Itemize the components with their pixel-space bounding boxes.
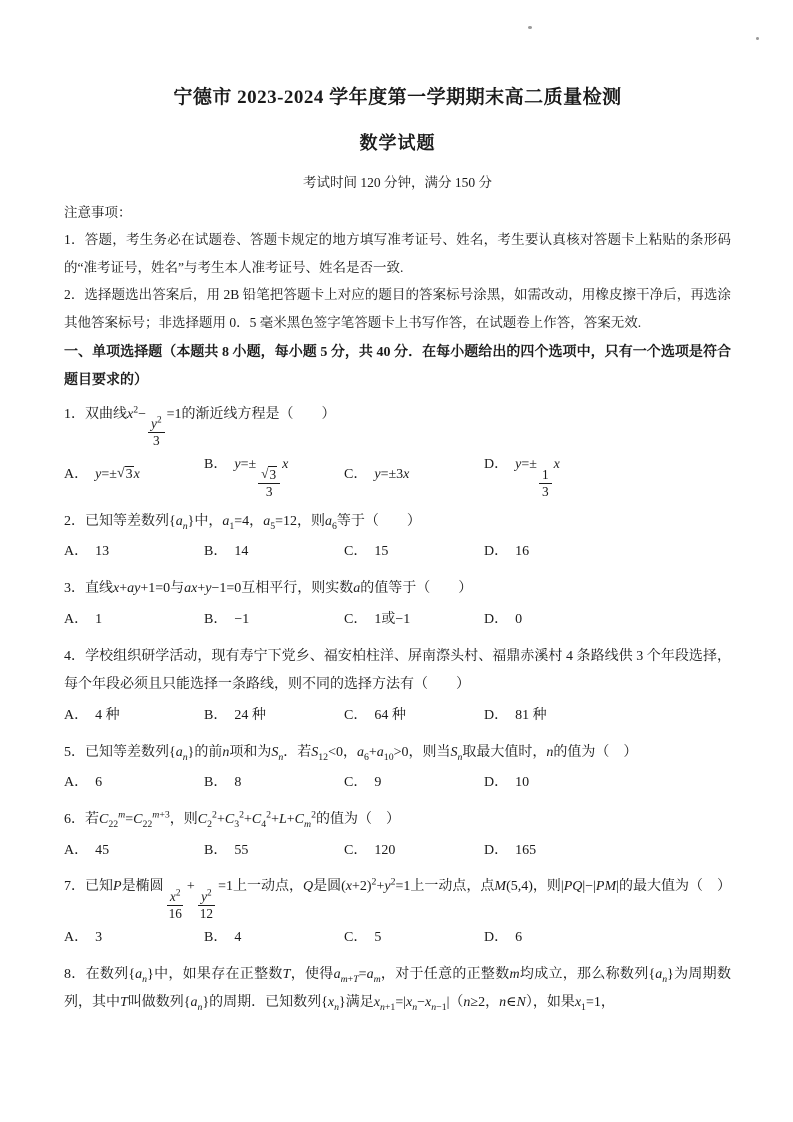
option-label: D． — [484, 775, 509, 791]
question-3-stem: 3．直线x+ay+1=0与ax+y−1=0互相平行，则实数a的值等于（ ） — [64, 581, 473, 597]
question-6-stem: 6．若$C_{22}^m=C_{22}^{m+3}$，则$C_2^2+C_3^2+C_4^2+L+C_m^2$的值为（ ） — [64, 809, 400, 830]
option-text: 9 — [374, 775, 382, 791]
question-2 — [64, 508, 731, 567]
option-label: D． — [484, 842, 509, 858]
question-8 — [64, 961, 731, 1018]
option-text: 120 — [374, 842, 396, 858]
question-7-option-b — [204, 924, 344, 953]
question-5-option-b — [204, 769, 344, 798]
option-label: C． — [344, 929, 368, 945]
question-1-stem: 1．双曲线$x^2-$ $\frac{y^2}{3}$ =1的渐近线方程是（ ） — [64, 404, 336, 449]
question-3-options — [64, 606, 731, 635]
question-4-option-d — [484, 702, 624, 731]
option-text: y=± $\frac{1}{3}$ x — [515, 457, 560, 499]
question-1-option-c — [344, 461, 484, 490]
option-label: A． — [64, 929, 89, 945]
question-4 — [64, 643, 731, 731]
option-text: 6 — [95, 775, 103, 791]
option-label: B． — [204, 929, 228, 945]
option-text: −1 — [234, 611, 250, 627]
notice-section — [64, 199, 731, 337]
option-label: B． — [204, 611, 228, 627]
exam-title: 宁德市 2023-2024 学年度第一学期期末高二质量检测 — [173, 87, 622, 108]
question-5-options — [64, 769, 731, 798]
option-text: 4 — [234, 929, 242, 945]
section-heading: 一、单项选择题（本题共 8 小题，每小题 5 分，共 40 分．在每小题给出的四个选项中，只有一个选项是符合题目要求的） — [64, 344, 731, 388]
option-label: D． — [484, 707, 509, 723]
option-text: 13 — [95, 544, 110, 560]
question-2-option-c — [344, 538, 484, 567]
option-text: 81 种 — [515, 707, 547, 723]
question-2-option-d — [484, 538, 624, 567]
question-7-stem: 7．已知P是椭圆 $\frac{x^2}{16}$ + $\frac{y^2}{12}$ =1上一动点，Q是圆$(x+2)^2+y^2=1$上一动点，点M(5,4)，则|PQ|−|PM|的最大值为（ ） — [64, 876, 731, 921]
scan-speck — [756, 37, 759, 40]
option-text: y=±√3x — [95, 466, 140, 483]
option-label: B． — [204, 775, 228, 791]
question-1-option-a — [64, 461, 204, 490]
question-6-options — [64, 837, 731, 866]
option-text: 24 种 — [234, 707, 266, 723]
question-4-option-b — [204, 702, 344, 731]
option-label: A． — [64, 842, 89, 858]
option-label: A． — [64, 467, 89, 483]
question-7-options — [64, 924, 731, 953]
exam-info: 考试时间 120 分钟，满分 150 分 — [303, 175, 492, 190]
question-3-option-a — [64, 606, 204, 635]
question-7-option-c — [344, 924, 484, 953]
notice-item-1: 1．答题，考生务必在试题卷、答题卡规定的地方填写准考证号、姓名，考生要认真核对答题卡上粘贴的条形码的“准考证号，姓名”与考生本人准考证号、姓名是否一致. — [64, 232, 731, 275]
question-6-option-b — [204, 837, 344, 866]
option-text: y=± $\frac{√3}{3}$ x — [234, 457, 289, 499]
option-text: 55 — [234, 842, 249, 858]
notice-heading: 注意事项： — [64, 205, 132, 220]
question-1 — [64, 401, 731, 500]
question-4-option-a — [64, 702, 204, 731]
question-5-option-d — [484, 769, 624, 798]
option-text: 45 — [95, 842, 110, 858]
option-text: 8 — [234, 775, 242, 791]
option-text: 15 — [374, 544, 389, 560]
exam-subtitle: 数学试题 — [359, 133, 436, 153]
question-4-option-c — [344, 702, 484, 731]
option-label: D． — [484, 611, 509, 627]
option-text: 1或−1 — [374, 611, 411, 627]
option-text: 3 — [95, 929, 103, 945]
question-3 — [64, 575, 731, 634]
question-2-stem: 2．已知等差数列$\{a_n\}$中，$a_1=4$，$a_5=12$，则$a_6$等于（ ） — [64, 513, 421, 532]
option-label: A． — [64, 775, 89, 791]
question-3-option-d — [484, 606, 624, 635]
question-8-stem: 8．在数列$\{a_n\}$中，如果存在正整数T，使得$a_{m+T}=a_m$，对于任意的正整数m均成立，那么称数列$\{a_n\}$为周期数列，其中T叫做数列$\{a_n\}$的周期．已知数列$\{x_n\}$满足$x_{n+1}=|x_n-x_{n-1}|(n\ge 2$，n∈N），如果$x_1=1$， — [64, 966, 731, 1014]
option-text: 16 — [515, 544, 530, 560]
question-7-option-d — [484, 924, 624, 953]
question-2-options — [64, 538, 731, 567]
option-text: 165 — [515, 842, 537, 858]
question-1-option-b — [204, 451, 344, 500]
option-label: D． — [484, 544, 509, 560]
option-label: C． — [344, 707, 368, 723]
option-text: 10 — [515, 775, 530, 791]
option-label: B． — [204, 544, 228, 560]
option-label: C． — [344, 544, 368, 560]
notice-item-2: 2．选择题选出答案后，用 2B 铅笔把答题卡上对应的题目的答案标号涂黑，如需改动，用橡皮擦干净后，再选涂其他答案标号；非选择题用 0．5 毫米黑色签字笔答题卡上书写作答，在试题卷上作答，答案无效. — [64, 287, 731, 331]
question-6 — [64, 806, 731, 865]
question-5-option-c — [344, 769, 484, 798]
question-5-option-a — [64, 769, 204, 798]
scan-speck — [528, 26, 532, 29]
option-text: 64 种 — [374, 707, 406, 723]
option-text: 6 — [515, 929, 523, 945]
option-label: C． — [344, 611, 368, 627]
option-label: A． — [64, 707, 89, 723]
option-label: D． — [484, 929, 509, 945]
option-text: 14 — [234, 544, 249, 560]
option-label: D． — [484, 457, 509, 473]
question-6-option-c — [344, 837, 484, 866]
question-6-option-a — [64, 837, 204, 866]
option-text: y=±3x — [374, 467, 410, 483]
question-2-option-a — [64, 538, 204, 567]
option-text: 1 — [95, 611, 103, 627]
question-7 — [64, 873, 731, 952]
question-5 — [64, 739, 731, 798]
question-2-option-b — [204, 538, 344, 567]
option-text: 5 — [374, 929, 382, 945]
option-label: B． — [204, 457, 228, 473]
question-3-option-c — [344, 606, 484, 635]
option-label: C． — [344, 842, 368, 858]
question-4-options — [64, 702, 731, 731]
question-1-options — [64, 451, 731, 500]
option-label: B． — [204, 842, 228, 858]
option-label: A． — [64, 544, 89, 560]
option-label: C． — [344, 775, 368, 791]
question-7-option-a — [64, 924, 204, 953]
question-5-stem: 5．已知等差数列$\{a_n\}$的前n项和为$S_n$．若$S_{12}<0$，$a_6+a_{10}>0$，则当$S_n$取最大值时，n的值为（ ） — [64, 744, 638, 763]
option-text: 4 种 — [95, 707, 120, 723]
option-label: A． — [64, 611, 89, 627]
question-3-option-b — [204, 606, 344, 635]
question-1-option-d — [484, 451, 624, 500]
question-6-option-d — [484, 837, 624, 866]
option-label: B． — [204, 707, 228, 723]
option-text: 0 — [515, 611, 523, 627]
question-4-stem: 4．学校组织研学活动，现有寿宁下党乡、福安柏柱洋、屏南漈头村、福鼎赤溪村 4 条路线供 3 个年段选择，每个年段必须且只能选择一条路线，则不同的选择方法有（ ） — [64, 648, 731, 693]
option-label: C． — [344, 467, 368, 483]
